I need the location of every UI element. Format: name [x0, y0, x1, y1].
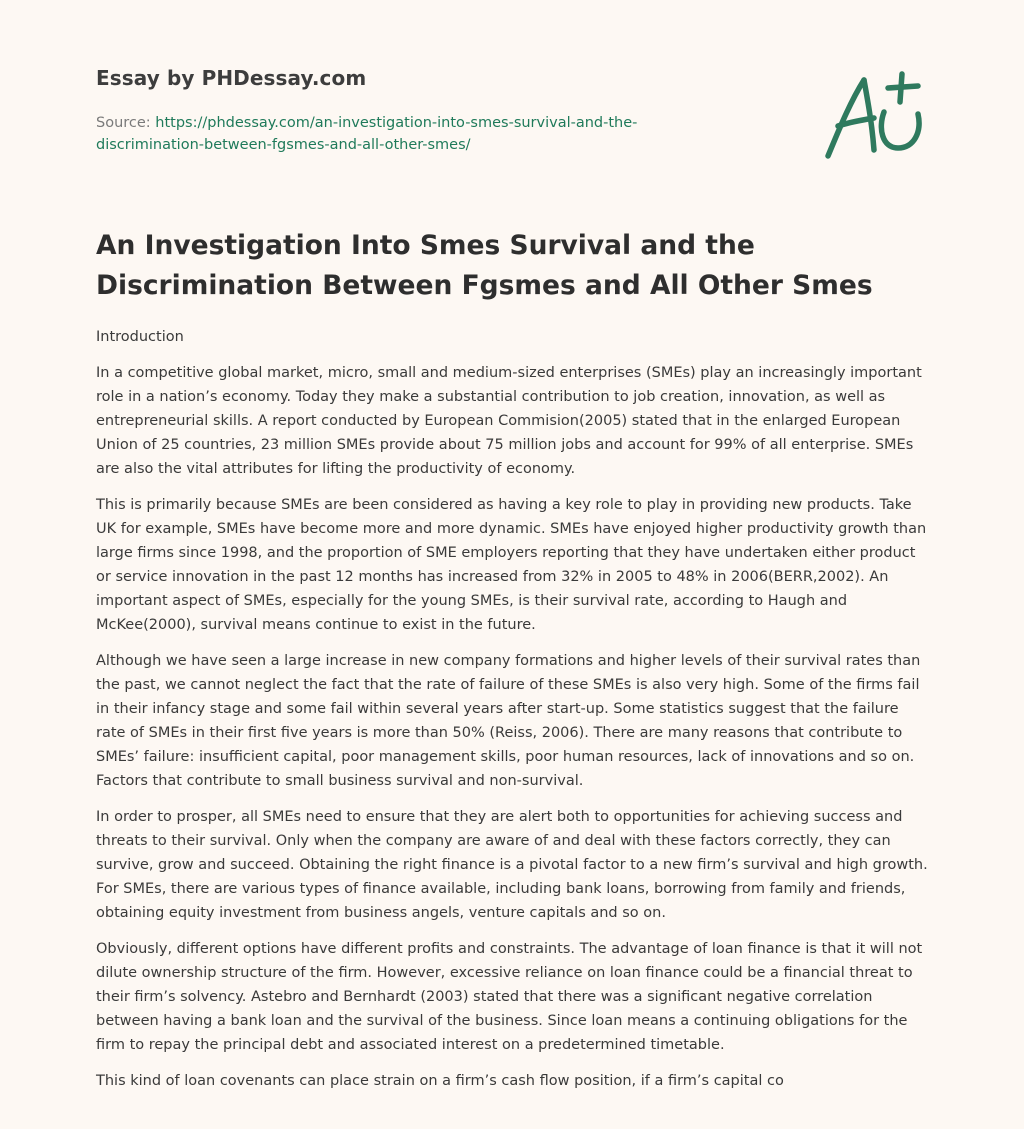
page-header: [96, 0, 928, 200]
paragraph: This kind of loan covenants can place strain on a firm’s cash flow position, if a firm’s capital co: [96, 1073, 784, 1089]
article-title: [96, 226, 928, 306]
paragraph: Although we have seen a large increase in new company formations and higher levels of their survival rates than the past, we cannot neglect the fact that the rate of failure of these SMEs is also very high. Some of the firms fail in their infancy stage and some fail within several years after start-up. Some statistics suggest that the failure rate of SMEs in their first five years is more than 50% (Reiss, 2006). There are many reasons that contribute to SMEs’ failure: insufficient capital, poor management skills, poor human resources, lack of innovations and so on. Factors that contribute to small business survival and non-survival.: [96, 653, 921, 789]
intro-heading: Introduction: [96, 329, 184, 345]
paragraph: This is primarily because SMEs are been considered as having a key role to play in providing new products. Take UK for example, SMEs have become more and more dynamic. SMEs have enjoyed higher productivity growth than large firms since 1998, and the proportion of SME employers reporting that they have undertaken either product or service innovation in the past 12 months has increased from 32% in 2005 to 48% in 2006(BERR,2002). An important aspect of SMEs, especially for the young SMEs, is their survival rate, according to Haugh and McKee(2000), survival means continue to exist in the future.: [96, 497, 927, 633]
article-title-line1: An Investigation Into Smes Survival and the: [96, 230, 755, 261]
article-body: [96, 325, 930, 1105]
paragraph: Obviously, different options have different profits and constraints. The advantage of loan finance is that it will not dilute ownership structure of the firm. However, excessive reliance on loan finance could be a financial threat to their firm’s solvency. Astebro and Bernhardt (2003) stated that there was a significant negative correlation between having a bank loan and the survival of the business. Since loan means a continuing obligations for the firm to repay the principal debt and associated interest on a predetermined timetable.: [96, 941, 923, 1053]
source-link-line1: https://phdessay.com/an-investigation-into-smes-survival-and-the-: [155, 115, 638, 131]
source-link-line2: discrimination-between-fgsmes-and-all-other-smes/: [96, 137, 471, 153]
paragraph: In order to prosper, all SMEs need to ensure that they are alert both to opportunities for achieving success and threats to their survival. Only when the company are aware of and deal with these factors correctly, they can survive, grow and succeed. Obtaining the right finance is a pivotal factor to a new firm’s survival and high growth. For SMEs, there are various types of finance available, including bank loans, borrowing from family and friends, obtaining equity investment from business angels, venture capitals and so on.: [96, 809, 928, 921]
site-title: Essay by PHDessay.com: [96, 66, 367, 90]
paragraph: In a competitive global market, micro, small and medium-sized enterprises (SMEs) play an increasingly important role in a nation’s economy. Today they make a substantial contribution to job creation, innovation, as well as entrepreneurial skills. A report conducted by European Commision(2005) stated that in the enlarged European Union of 25 countries, 23 million SMEs provide about 75 million jobs and account for 99% of all enterprise. SMEs are also the vital attributes for lifting the productivity of economy.: [96, 365, 922, 477]
source-link[interactable]: [96, 115, 637, 153]
article-title-line2: Discrimination Between Fgsmes and All Other Smes: [96, 270, 873, 301]
source-line: [96, 112, 696, 156]
a-plus-logo-icon: [824, 68, 928, 164]
source-label: Source:: [96, 115, 151, 131]
